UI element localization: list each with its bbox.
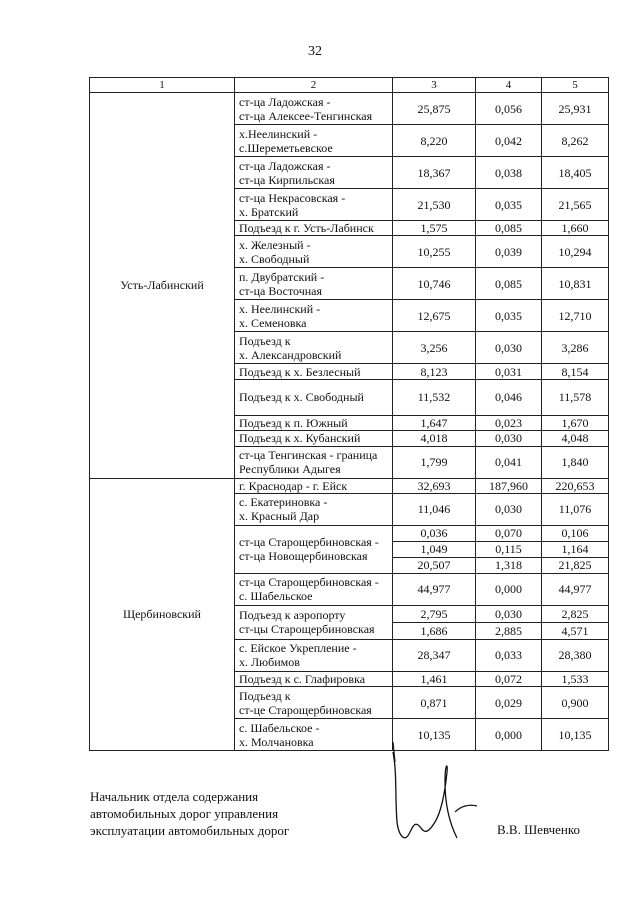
road-name-cell — [235, 236, 393, 268]
road-name-line: Подъезд к — [239, 688, 291, 703]
road-name-line: с. Екатериновка - — [239, 495, 328, 510]
value-cell-col4: 0,115 — [476, 541, 542, 557]
value-cell-col4: 0,056 — [476, 93, 542, 125]
road-name-cell — [235, 446, 393, 478]
value-cell-col4: 0,030 — [476, 605, 542, 622]
value-cell-col3: 18,367 — [393, 157, 476, 189]
header-row — [90, 78, 609, 93]
value-cell-col5: 4,048 — [542, 431, 609, 446]
road-name-line: х. Молчановка — [239, 734, 314, 749]
value-cell-col4: 0,000 — [476, 573, 542, 605]
road-name-cell — [235, 157, 393, 189]
road-name-cell — [235, 189, 393, 221]
road-name-line: ст-ца Кирпильская — [239, 172, 335, 187]
value-cell-col4: 0,030 — [476, 493, 542, 525]
value-cell-col5: 25,931 — [542, 93, 609, 125]
value-cell-col3: 20,507 — [393, 557, 476, 573]
value-cell-col4: 0,030 — [476, 332, 542, 364]
road-name-line: х. Любимов — [239, 655, 300, 670]
value-cell-col3: 8,123 — [393, 364, 476, 379]
road-name-line: ст-цы Старощербиновская — [239, 622, 375, 637]
road-name-line: Подъезд к п. Южный — [239, 415, 348, 430]
value-cell-col3: 25,875 — [393, 93, 476, 125]
value-cell-col3: 2,795 — [393, 605, 476, 622]
value-cell-col3: 21,530 — [393, 189, 476, 221]
road-name-cell — [235, 687, 393, 719]
value-cell-col5: 10,294 — [542, 236, 609, 268]
footer-line: автомобильных дорог управления — [90, 806, 279, 821]
value-cell-col3: 32,693 — [393, 478, 476, 493]
value-cell-col5: 1,660 — [542, 221, 609, 236]
col-header-1: 1 — [90, 78, 235, 93]
district-cell: Щербиновский — [90, 478, 235, 751]
value-cell-col3: 28,347 — [393, 639, 476, 671]
value-cell-col5: 21,565 — [542, 189, 609, 221]
value-cell-col4: 0,031 — [476, 364, 542, 379]
road-name-line: Республики Адыгея — [239, 462, 341, 477]
col-header-2: 2 — [235, 78, 393, 93]
road-name-line: х. Братский — [239, 204, 299, 219]
page-number: 32 — [308, 44, 322, 59]
value-cell-col3: 12,675 — [393, 300, 476, 332]
road-name-cell — [235, 719, 393, 751]
footer-line: Начальник отдела содержания — [90, 789, 259, 804]
district-cell: Усть-Лабинский — [90, 93, 235, 479]
road-name-line: с.Шереметьевское — [239, 140, 333, 155]
value-cell-col5: 1,533 — [542, 671, 609, 686]
value-cell-col5: 0,106 — [542, 525, 609, 541]
value-cell-col5: 28,380 — [542, 639, 609, 671]
road-name-cell — [235, 332, 393, 364]
value-cell-col3: 10,135 — [393, 719, 476, 751]
road-name-cell — [235, 671, 393, 686]
value-cell-col5: 1,670 — [542, 415, 609, 430]
road-name-line: ст-це Старощербиновская — [239, 702, 372, 717]
value-cell-col4: 2,885 — [476, 622, 542, 639]
value-cell-col4: 0,029 — [476, 687, 542, 719]
road-name-cell — [235, 93, 393, 125]
road-name-line: Подъезд к с. Глафировка — [239, 672, 366, 687]
road-name-cell — [235, 300, 393, 332]
road-name-line: ст-ца Ладожская - — [239, 94, 331, 109]
value-cell-col4: 0,085 — [476, 268, 542, 300]
value-cell-col5: 18,405 — [542, 157, 609, 189]
value-cell-col5: 8,154 — [542, 364, 609, 379]
value-cell-col5: 10,831 — [542, 268, 609, 300]
road-name-line: ст-ца Алексее-Тенгинская — [239, 108, 373, 123]
value-cell-col3: 10,746 — [393, 268, 476, 300]
road-name-cell — [235, 415, 393, 430]
road-name-line: х. Семеновка — [239, 315, 307, 330]
value-cell-col3: 1,799 — [393, 446, 476, 478]
value-cell-col4: 0,038 — [476, 157, 542, 189]
road-name-line: х. Неелинский - — [239, 301, 321, 316]
signer-name: В.В. Шевченко — [497, 822, 581, 837]
road-name-cell — [235, 478, 393, 493]
road-name-line: Подъезд к — [239, 333, 291, 348]
footer-position — [90, 788, 289, 839]
value-cell-col5: 12,710 — [542, 300, 609, 332]
table-row — [90, 93, 609, 125]
col-header-5: 5 — [542, 78, 609, 93]
value-cell-col4: 0,033 — [476, 639, 542, 671]
road-name-cell — [235, 125, 393, 157]
road-name-cell — [235, 221, 393, 236]
value-cell-col5: 220,653 — [542, 478, 609, 493]
value-cell-col5: 10,135 — [542, 719, 609, 751]
road-name-line: х. Красный Дар — [239, 509, 320, 524]
value-cell-col4: 0,041 — [476, 446, 542, 478]
value-cell-col3: 1,647 — [393, 415, 476, 430]
road-name-line: ст-ца Старощербиновская - — [239, 535, 379, 550]
road-name-line: п. Двубратский - — [239, 269, 325, 284]
road-name-line: ст-ца Ладожская - — [239, 158, 331, 173]
col-header-3: 3 — [393, 78, 476, 93]
value-cell-col3: 1,686 — [393, 622, 476, 639]
road-name-line: с. Шабельское - — [239, 720, 320, 735]
value-cell-col5: 3,286 — [542, 332, 609, 364]
value-cell-col3: 1,575 — [393, 221, 476, 236]
road-name-line: ст-ца Новощербиновская — [239, 549, 368, 564]
value-cell-col5: 8,262 — [542, 125, 609, 157]
value-cell-col3: 0,871 — [393, 687, 476, 719]
road-name-cell — [235, 525, 393, 573]
value-cell-col3: 1,049 — [393, 541, 476, 557]
value-cell-col4: 0,035 — [476, 300, 542, 332]
value-cell-col4: 0,035 — [476, 189, 542, 221]
road-name-line: с. Ейское Укрепление - — [239, 641, 357, 656]
road-name-line: х. Свободный — [239, 251, 310, 266]
value-cell-col4: 0,030 — [476, 431, 542, 446]
value-cell-col5: 1,164 — [542, 541, 609, 557]
value-cell-col3: 11,532 — [393, 379, 476, 415]
road-name-cell — [235, 573, 393, 605]
road-name-line: Подъезд к х. Безлесный — [239, 364, 361, 379]
road-name-line: ст-ца Некрасовская - — [239, 190, 346, 205]
road-name-cell — [235, 605, 393, 639]
value-cell-col3: 44,977 — [393, 573, 476, 605]
road-name-line: ст-ца Восточная — [239, 283, 323, 298]
roads-table — [89, 77, 609, 751]
value-cell-col3: 1,461 — [393, 671, 476, 686]
value-cell-col5: 11,578 — [542, 379, 609, 415]
road-name-cell — [235, 268, 393, 300]
road-name-line: Подъезд к г. Усть-Лабинск — [239, 221, 374, 236]
value-cell-col3: 11,046 — [393, 493, 476, 525]
value-cell-col4: 0,072 — [476, 671, 542, 686]
value-cell-col4: 0,046 — [476, 379, 542, 415]
value-cell-col4: 1,318 — [476, 557, 542, 573]
road-name-cell — [235, 364, 393, 379]
value-cell-col4: 0,039 — [476, 236, 542, 268]
road-name-line: ст-ца Тенгинская - граница — [239, 448, 378, 463]
road-name-line: ст-ца Старощербиновская - — [239, 575, 379, 590]
road-name-line: Подъезд к х. Кубанский — [239, 431, 361, 446]
value-cell-col3: 10,255 — [393, 236, 476, 268]
road-name-cell — [235, 493, 393, 525]
road-name-cell — [235, 379, 393, 415]
value-cell-col4: 0,042 — [476, 125, 542, 157]
road-name-line: Подъезд к аэропорту — [239, 608, 346, 623]
road-name-line: с. Шабельское — [239, 589, 313, 604]
signature — [385, 742, 495, 852]
value-cell-col4: 0,000 — [476, 719, 542, 751]
value-cell-col3: 3,256 — [393, 332, 476, 364]
value-cell-col4: 0,085 — [476, 221, 542, 236]
value-cell-col3: 8,220 — [393, 125, 476, 157]
road-name-cell — [235, 431, 393, 446]
value-cell-col4: 0,023 — [476, 415, 542, 430]
col-header-4: 4 — [476, 78, 542, 93]
value-cell-col5: 4,571 — [542, 622, 609, 639]
value-cell-col5: 11,076 — [542, 493, 609, 525]
road-name-line: Подъезд к х. Свободный — [239, 390, 364, 405]
road-name-line: х.Неелинский - — [239, 126, 318, 141]
value-cell-col5: 2,825 — [542, 605, 609, 622]
road-name-cell — [235, 639, 393, 671]
table-row — [90, 478, 609, 493]
footer-line: эксплуатации автомобильных дорог — [90, 823, 290, 838]
value-cell-col5: 1,840 — [542, 446, 609, 478]
value-cell-col5: 21,825 — [542, 557, 609, 573]
value-cell-col3: 0,036 — [393, 525, 476, 541]
value-cell-col4: 187,960 — [476, 478, 542, 493]
value-cell-col3: 4,018 — [393, 431, 476, 446]
value-cell-col5: 44,977 — [542, 573, 609, 605]
road-name-line: х. Александровский — [239, 347, 342, 362]
road-name-line: г. Краснодар - г. Ейск — [239, 478, 348, 493]
value-cell-col5: 0,900 — [542, 687, 609, 719]
road-name-line: х. Железный - — [239, 237, 311, 252]
value-cell-col4: 0,070 — [476, 525, 542, 541]
